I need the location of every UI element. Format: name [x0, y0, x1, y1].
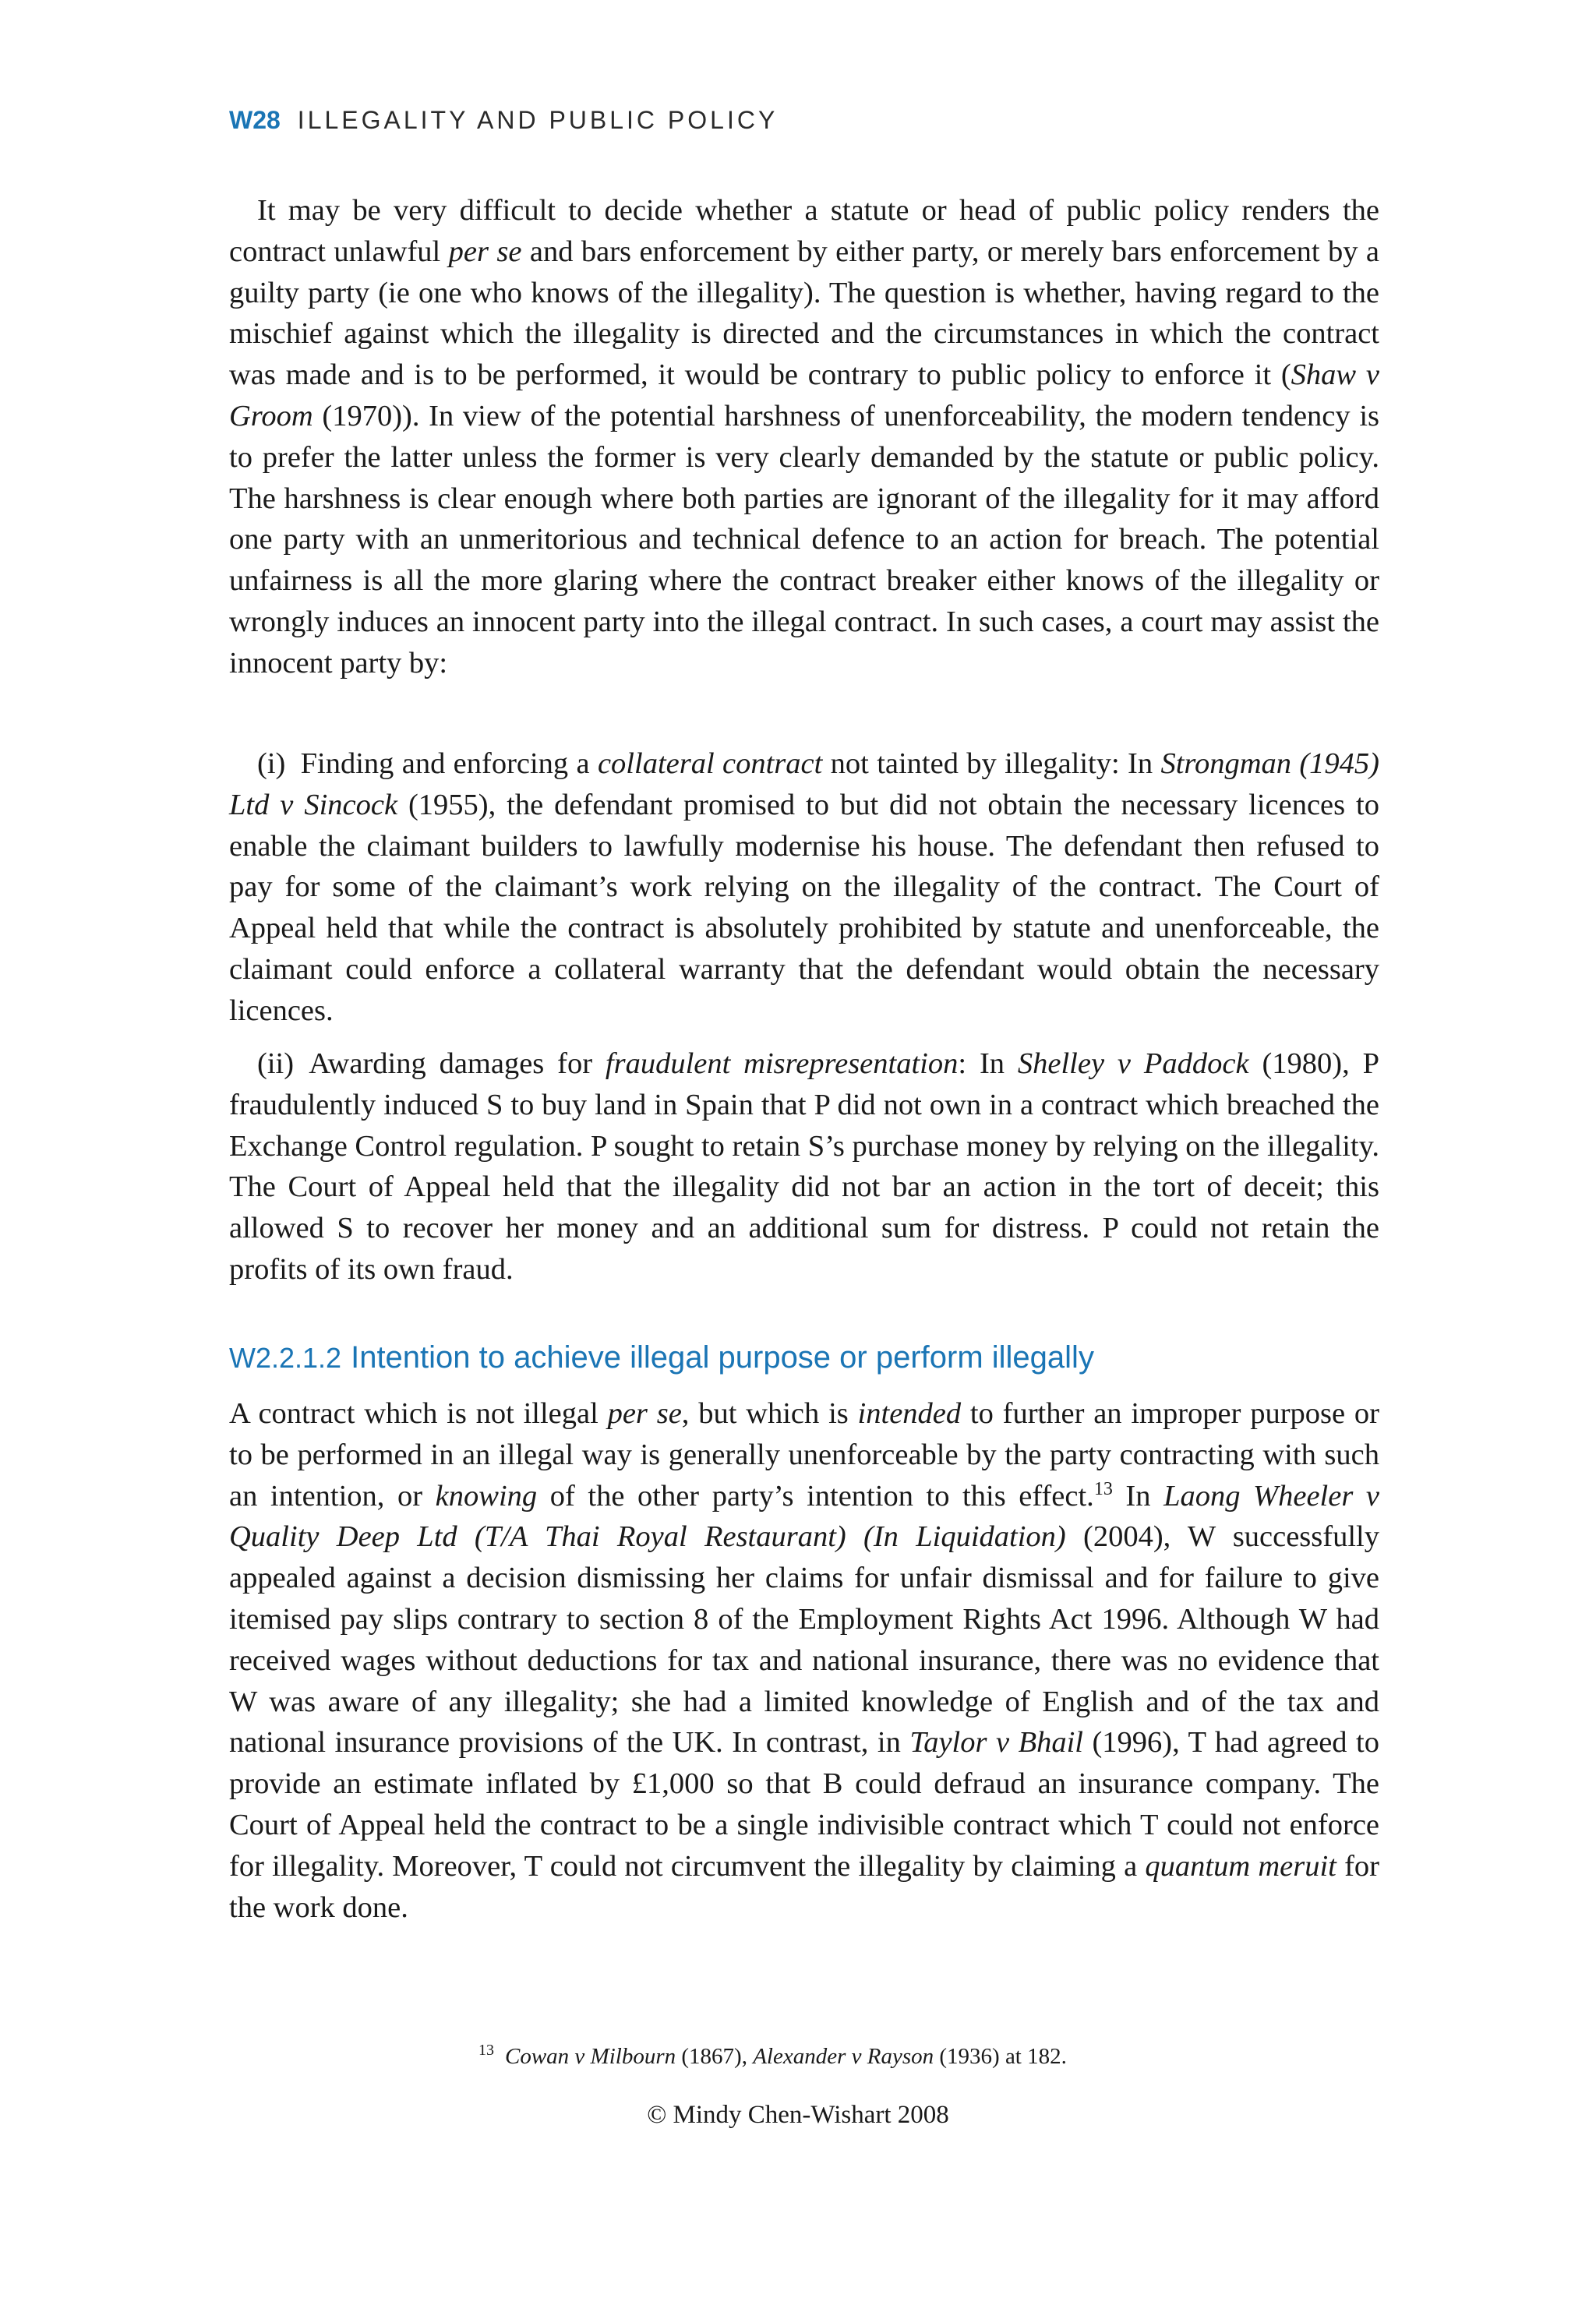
italic-term: quantum meruit [1145, 1849, 1336, 1883]
text-run: to further an improper purpose or to be performed in an illegal way is generally unenforceable by the party contracting with such an intention, or [229, 1397, 1379, 1513]
text-run: In [1112, 1479, 1164, 1513]
italic-term: intended [857, 1397, 962, 1430]
section-number: W2.2.1.2 [229, 1342, 342, 1374]
italic-term: knowing [435, 1479, 538, 1513]
case-name: Shaw v Groom [229, 358, 1379, 432]
text-run: (2004), W successfully appealed against a decision dismissing her claims for unfair dismissal and for failure to give itemised pay slips contrary to section 8 of the Employment Rights Act 1996. Although W had received wages without deductions for tax and national insurance, there was no evidence that W was aware of any illegality; she had a limited knowledge of English and of the tax and national insurance provisions of the UK. In contrast, in [229, 1520, 1379, 1760]
text-run: It may be very difficult to decide whether a statute or head of public policy renders the contract unlawful [229, 194, 1379, 268]
italic-term: per se [607, 1397, 682, 1430]
text-run: , but which is [681, 1397, 858, 1430]
copyright-notice: © Mindy Chen-Wishart 2008 [647, 2101, 949, 2129]
case-name: Cowan v Milbourn [505, 2044, 676, 2069]
section-heading [229, 1340, 1094, 1375]
section-title: Intention to achieve illegal purpose or perform illegally [351, 1340, 1094, 1375]
italic-term: per se [448, 235, 522, 268]
body-paragraph-3 [229, 1043, 1379, 1290]
text-run: : In [958, 1047, 1018, 1080]
body-paragraph-4 [229, 1393, 1379, 1928]
running-header [229, 106, 778, 135]
chapter-code: W28 [229, 106, 281, 134]
text-run: (ii) Awarding damages for [257, 1047, 606, 1080]
case-name: Laong Wheeler v Quality Deep Ltd (T/A Thai Royal Restaurant) (In Liquidation) [229, 1479, 1379, 1554]
body-paragraph-2 [229, 743, 1379, 1032]
footnote [478, 2044, 1067, 2070]
case-name: Strongman (1945) Ltd v Sincock [229, 747, 1379, 821]
text-run: (1955), the defendant promised to but did not obtain the necessary licences to enable the claimant builders to lawfully modernise his house. The defendant then refused to pay for some of the claimant’s work relying on the illegality of the contract. The Court of Appeal held that while the contract is absolutely prohibited by statute and unenforceable, the claimant could enforce a collateral warranty that the defendant would obtain the necessary licences. [229, 788, 1379, 1027]
footnote-mark: 13 [478, 2042, 494, 2060]
text-run: of the other party’s intention to this effect. [537, 1479, 1094, 1513]
text-run: (1970)). In view of the potential harshness of unenforceability, the modern tendency is to prefer the latter unless the former is very clearly demanded by the statute or public policy. The harshness is clear enough where both parties are ignorant of the illegality for it may afford one party with an unmeritorious and technical defence to an action for breach. The potential unfairness is all the more glaring where the contract breaker either knows of the illegality or wrongly induces an innocent party into the illegal contract. In such cases, a court may assist the innocent party by: [229, 399, 1379, 680]
text-run: (i) Finding and enforcing a [257, 747, 598, 780]
text-run: A contract which is not illegal [229, 1397, 608, 1430]
text-run: not tainted by illegality: In [822, 747, 1161, 780]
text-run: (1867), [676, 2044, 754, 2069]
case-name: Taylor v Bhail [909, 1726, 1083, 1760]
text-run: and bars enforcement by either party, or merely bars enforcement by a guilty party (ie one who knows of the illegality). The question is whether, having regard to the mischief against which the illegality is directed and the circumstances in which the contract was made and is to be performed, it would be contrary to public policy to enforce it ( [229, 235, 1379, 392]
case-name: Alexander v Rayson [753, 2044, 934, 2069]
text-run: (1996), T had agreed to provide an estimate inflated by £1,000 so that B could defraud an insurance company. The Court of Appeal held the contract to be a single indivisible contract which T could not enforce for illegality. Moreover, T could not circumvent the illegality by claiming a [229, 1726, 1380, 1883]
text-run: (1980), P fraudulently induced S to buy land in Spain that P did not own in a contract which breached the Exchange Control regulation. P sought to retain S’s purchase money by relying on the illegality. The Court of Appeal held that the illegality did not bar an action in the tort of deceit; this allowed S to recover her money and an additional sum for distress. P could not retain the profits of its own fraud. [229, 1047, 1379, 1286]
body-paragraph-1 [229, 190, 1379, 684]
italic-term: fraudulent misrepresentation [605, 1047, 959, 1080]
footnote-reference[interactable]: 13 [1093, 1478, 1113, 1499]
text-run: for the work done. [229, 1849, 1379, 1924]
text-run: (1936) at 182. [934, 2044, 1067, 2069]
italic-term: collateral contract [597, 747, 823, 780]
case-name: Shelley v Paddock [1017, 1047, 1249, 1080]
running-title: ILLEGALITY AND PUBLIC POLICY [297, 106, 779, 134]
